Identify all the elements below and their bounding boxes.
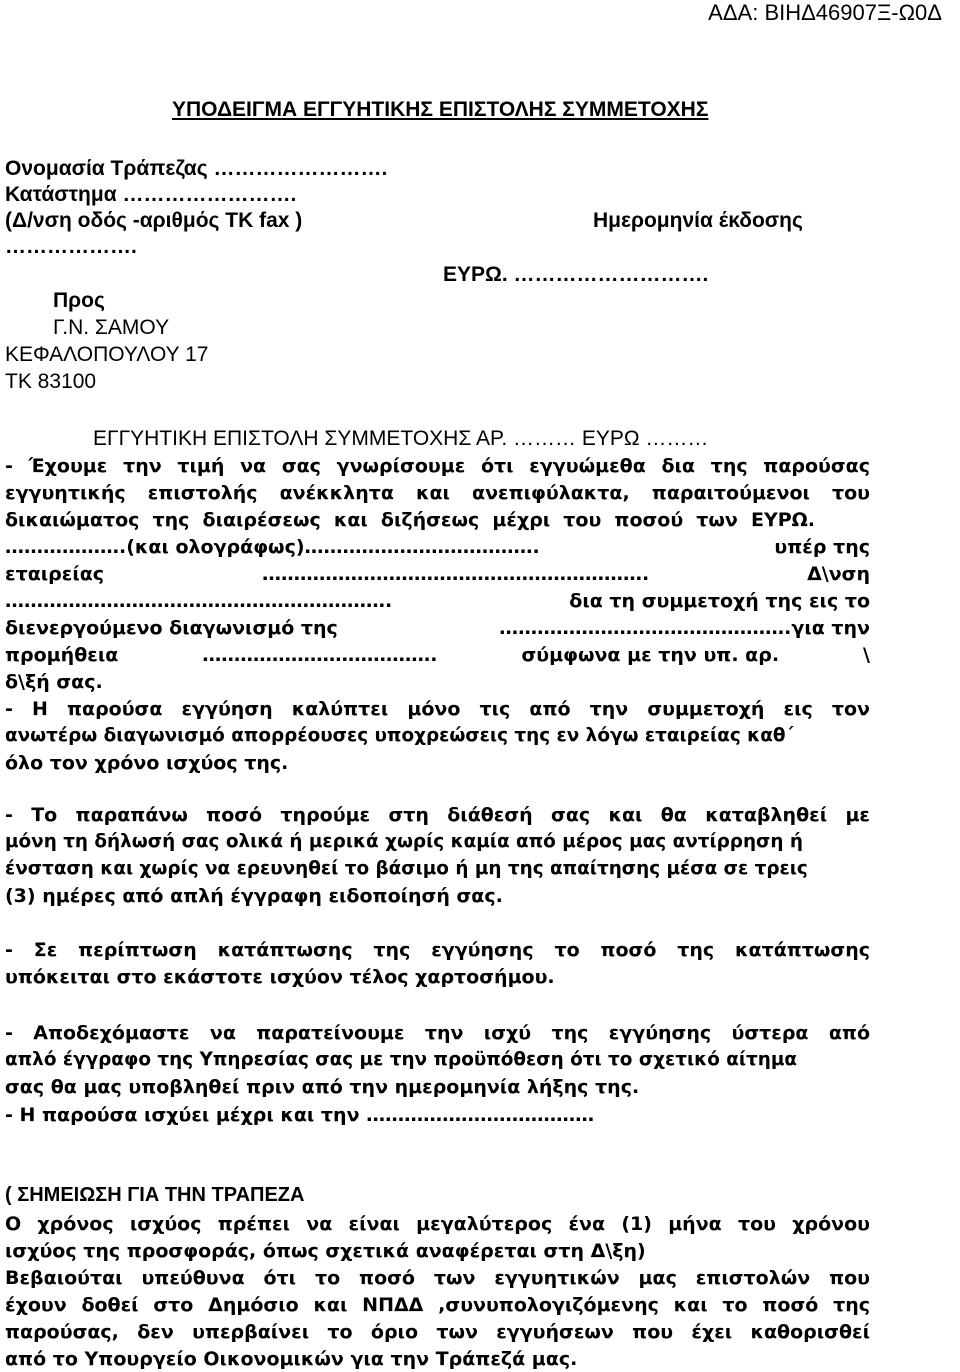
p1-line-6-a: ……………………………………………………. [5,590,393,612]
p1-line-7-b: ……………………………………….για την [499,617,870,639]
p4-line-1: - Σε περίπτωση κατάπτωσης της εγγύησης το ποσό της κατάπτωσης [5,939,870,961]
document-title: ΥΠΟΔΕΙΓΜΑ ΕΓΓΥΗΤΙΚΗΣ ΕΠΙΣΤΟΛΗΣ ΣΥΜΜΕΤΟΧΗΣ [172,98,709,121]
note-title: ( ΣΗΜΕΙΩΣΗ ΓΙΑ ΤΗΝ ΤΡΑΠΕΖΑ [5,1184,305,1206]
p1-line-1: - Έχουμε την τιμή να σας γνωρίσουμε ότι εγγυώμεθα δια της παρούσας [5,455,870,477]
p3-line-1: - Το παραπάνω ποσό τηρούμε στη διάθεσή σας και θα καταβληθεί με [5,804,870,826]
recipient-line-1: Γ.Ν. ΣΑΜΟΥ [53,316,170,339]
bank-name-field: Ονομασία Τράπεζας ……………………. [5,157,388,180]
note-line-3: Βεβαιούται υπεύθυνα ότι το ποσό των εγγυητικών μας επιστολών που [5,1267,870,1289]
p1-line-5-c: Δ\νση [807,563,870,585]
validity-line: - Η παρούσα ισχύει μέχρι και την ……………………………… [5,1104,595,1126]
p1-line-8 [5,642,870,668]
p1-line-7 [5,615,870,641]
letter-number-line: ΕΓΓΥΗΤΙΚΗ ΕΠΙΣΤΟΛΗ ΣΥΜΜΕΤΟΧΗΣ ΑΡ. ……… ΕΥΡΩ ……… [93,427,709,450]
issue-date-label: Ημερομηνία έκδοσης [593,209,803,232]
p1-line-9: δ\ξή σας. [5,671,103,693]
note-line-6: από το Υπουργείο Οικονομικών για την Τράπεζά μας. [5,1348,578,1370]
branch-field: Κατάστημα ……………………. [5,183,297,206]
p3-line-3: ένσταση και χωρίς να ερευνηθεί το βάσιμο ή μη της απαίτησης μέσα σε τρεις [5,858,808,879]
euro-amount-line: ΕΥΡΩ. ………………………. [443,263,709,286]
p1-line-8-b: ………………………………. [202,644,438,666]
recipient-line-2: ΚΕΦΑΛΟΠΟΥΛΟΥ 17 [5,343,209,366]
p1-line-6 [5,588,870,614]
p5-line-1: - Αποδεχόμαστε να παρατείνουμε την ισχύ της εγγύησης ύστερα από [5,1022,870,1044]
note-line-2: ισχύος της προσφοράς, όπως σχετικά αναφέρεται στη Δ\ξη) [5,1240,646,1262]
note-line-1: Ο χρόνος ισχύος πρέπει να είναι μεγαλύτερος ένα (1) μήνα του χρόνου [5,1213,870,1235]
note-line-4: έχουν δοθεί στο Δημόσιο και ΝΠΔΔ ,συνυπολογιζόμενης και το ποσό της [5,1294,870,1316]
p1-line-5 [5,561,870,587]
p2-line-3: όλο τον χρόνο ισχύος της. [5,752,289,774]
address-label: (Δ/νση οδός -αριθμός ΤΚ fax ) [5,209,303,232]
p1-line-8-c: σύμφωνα με την υπ. αρ. [521,644,780,666]
p1-line-2: εγγυητικής επιστολής ανέκκλητα και ανεπιφύλακτα, παραιτούμενοι του [5,482,870,504]
p3-line-2: μόνη τη δήλωσή σας ολικά ή μερικά χωρίς καμία από μέρος μας αντίρρηση ή [5,831,803,852]
ada-code: ΑΔΑ: ΒΙΗΔ46907Ξ-Ω0Δ [708,0,942,25]
p1-line-5-a: εταιρείας [5,563,105,585]
p5-line-3: σας θα μας υποβληθεί πριν από την ημερομηνία λήξης της. [5,1076,640,1098]
p2-line-1: - Η παρούσα εγγύηση καλύπτει μόνο τις από την συμμετοχή εις τον [5,698,870,720]
p5-line-2: απλό έγγραφο της Υπηρεσίας σας με την προϋπόθεση ότι το σχετικό αίτημα [5,1049,798,1070]
note-line-5: παρούσας, δεν υπερβαίνει το όριο των εγγυήσεων που έχει καθορισθεί [5,1321,870,1343]
p1-line-7-a: διενεργούμενο διαγωνισμό της [5,617,338,639]
p1-line-6-b: δια τη συμμετοχή της εις το [569,590,870,612]
p3-line-4: (3) ημέρες από απλή έγγραφη ειδοποίησή σας. [5,885,503,907]
dots-line: ………………. [5,235,137,258]
p4-line-2: υπόκειται στο εκάστοτε ισχύον τέλος χαρτοσήμου. [5,966,555,988]
p2-line-2: ανωτέρω διαγωνισμό απορρέουσες υποχρεώσεις της εν λόγω εταιρείας καθ΄ [5,725,794,746]
p1-line-5-b: ……………………………………………………. [261,563,650,585]
p1-line-8-a: προμήθεια [5,644,119,666]
p1-line-4-b: υπέρ της [774,536,870,558]
recipient-line-3: ΤΚ 83100 [5,370,97,393]
p1-line-4-a: ……………….(και ολογράφως)………………………………. [5,536,540,558]
p1-line-8-d: \ [863,644,870,666]
p1-line-3: δικαιώματος της διαιρέσεως και διζήσεως μέχρι του ποσού των ΕΥΡΩ. [5,509,815,531]
p1-line-4 [5,534,870,560]
to-label: Προς [53,289,105,312]
